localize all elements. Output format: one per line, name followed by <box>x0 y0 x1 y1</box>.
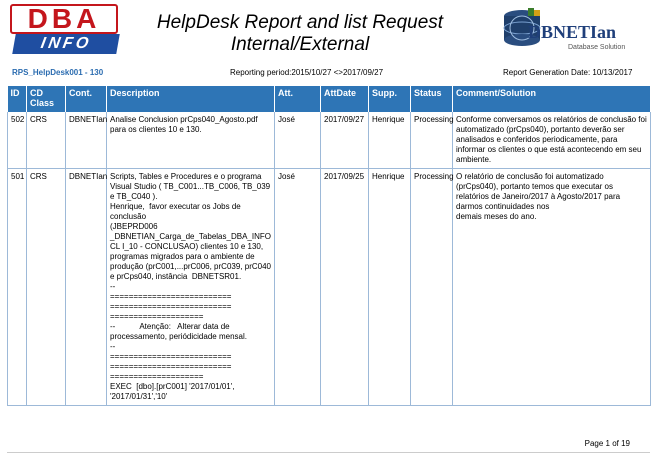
logo-info-text: INFO <box>12 34 120 54</box>
cell-cd-class: CRS <box>27 169 66 406</box>
table-header-row <box>8 86 651 112</box>
col-header-comment: Comment/Solution <box>453 86 651 112</box>
report-id: RPS_HelpDesk001 - 130 <box>12 68 104 77</box>
logo-brand-text: DBNETIan <box>528 22 617 42</box>
page-number: Page 1 of 19 <box>584 439 630 448</box>
col-header-status: Status <box>411 86 453 112</box>
cell-description: Analise Conclusion prCps040_Agosto.pdf para os clientes 10 e 130. <box>107 112 275 169</box>
cell-status: Processing <box>411 112 453 169</box>
cell-att: José <box>275 112 321 169</box>
col-header-supp: Supp. <box>369 86 411 112</box>
cell-supp: Henrique <box>369 169 411 406</box>
generation-date: Report Generation Date: 10/13/2017 <box>503 68 633 77</box>
cell-description: Scripts, Tables e Procedures e o programa Visual Studio ( TB_C001...TB_C006, TB_039 e TB_C040 ). Henrique, favor executar os Jobs de conclusão (JBEPRD006 _DBNETIAN_Carga_de_Tabelas_DBA_INFOCL I_10 - CONCLUSAO) clientes 10 e 130, programas migrados para o ambiente de produção (prC001,...prC006, prC039, prC040 e prCps040, instância DBNETSR01. -- ========================== ========================== ==================== -- Atenção: Alterar data de processamento, periódicidade mensal. -- ========================== ========================== ==================== EXEC [dbo].[prC001] '2017/01/01', '2017/01/31','10' <box>107 169 275 406</box>
col-header-att: Att. <box>275 86 321 112</box>
cell-comment: O relatório de conclusão foi automatizado (prCps040), portanto temos que executar os relatórios de Janeiro/2017 à Agosto/2017 para darmos continuidades nos demais meses do ano. <box>453 169 651 406</box>
logo-dba-text: DBA <box>10 4 118 34</box>
cell-attdate: 2017/09/27 <box>321 112 369 169</box>
cell-cont: DBNETIan <box>66 112 107 169</box>
title-line-1: HelpDesk Report and list Request <box>156 12 444 33</box>
logo-tagline: Database Solution <box>568 44 626 51</box>
col-header-cont: Cont. <box>66 86 107 112</box>
table-row <box>8 169 651 406</box>
col-header-attdate: AttDate <box>321 86 369 112</box>
dbnetian-logo <box>498 6 648 56</box>
title-line-2: Internal/External <box>230 34 370 55</box>
col-header-cd-class: CD Class <box>27 86 66 112</box>
reporting-period: Reporting period:2015/10/27 <>2017/09/27 <box>230 68 384 77</box>
cell-status: Processing <box>411 169 453 406</box>
cell-cont: DBNETIan <box>66 169 107 406</box>
cell-id: 502 <box>8 112 27 169</box>
table-row <box>8 112 651 169</box>
report-title <box>150 12 450 56</box>
cell-id: 501 <box>8 169 27 406</box>
cell-supp: Henrique <box>369 112 411 169</box>
helpdesk-table <box>7 86 651 406</box>
dba-info-logo <box>10 4 118 56</box>
cell-comment: Conforme conversamos os relatórios de conclusão foi automatizado (prCps040), portanto deverão ser analisados e conferidos periodicamente, para informar os clientes o que está acontecendo em seu ambiente. <box>453 112 651 169</box>
cell-att: José <box>275 169 321 406</box>
col-header-id: ID <box>8 86 27 112</box>
col-header-description: Description <box>107 86 275 112</box>
cell-cd-class: CRS <box>27 112 66 169</box>
cell-attdate: 2017/09/25 <box>321 169 369 406</box>
